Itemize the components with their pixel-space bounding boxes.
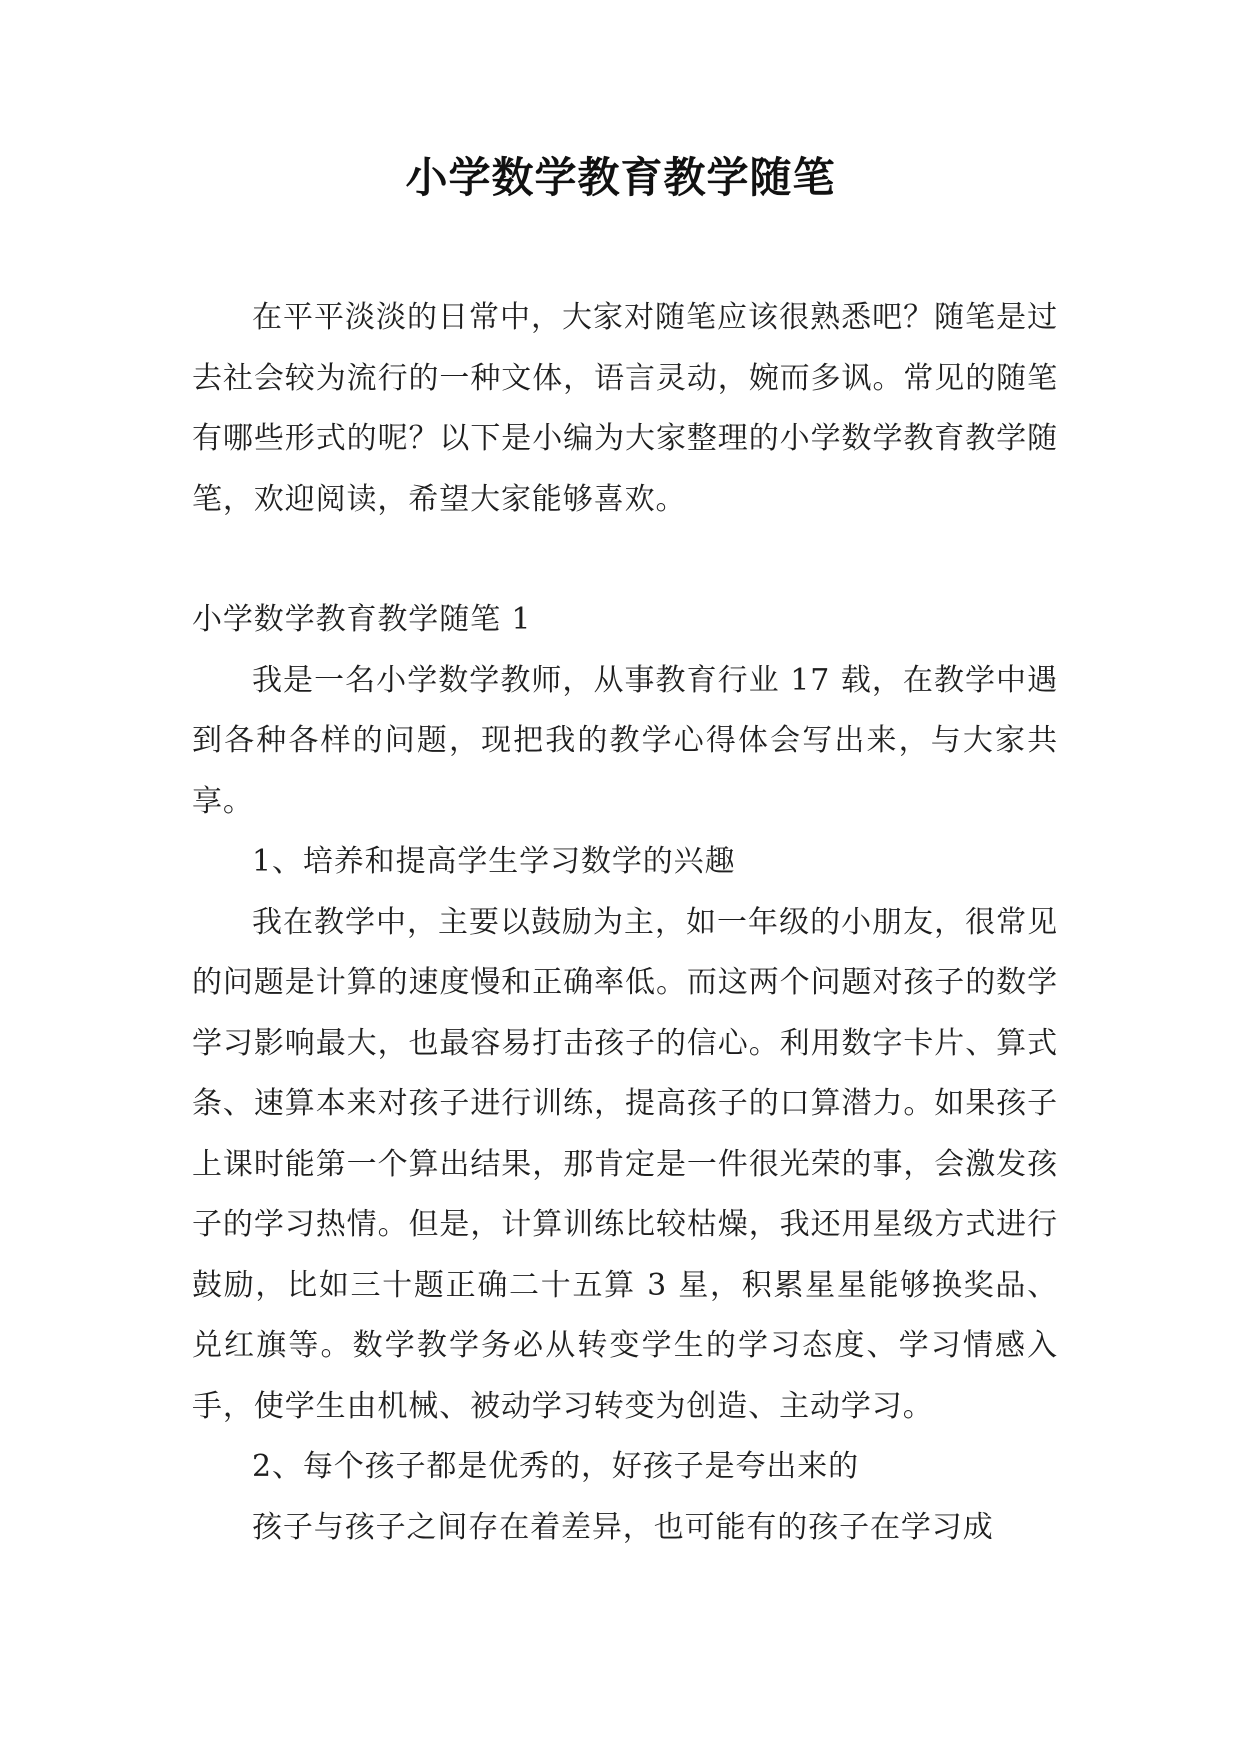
document-title: 小学数学教育教学随笔 bbox=[405, 153, 836, 202]
point-2-title: 2、每个孩子都是优秀的，好孩子是夸出来的 bbox=[252, 1449, 860, 1484]
body-paragraph-3: 孩子与孩子之间存在着差异，也可能有的孩子在学习成 bbox=[252, 1509, 994, 1545]
body-paragraph-1: 我是一名小学数学教师，从事教育行业 17 载，在教学中遇到各种各样的问题，现把我的教学心得体会写出来，与大家共享。 bbox=[192, 662, 1058, 819]
body-paragraph-2: 我在教学中，主要以鼓励为主，如一年级的小朋友，很常见的问题是计算的速度慢和正确率低。而这两个问题对孩子的数学学习影响最大，也最容易打击孩子的信心。利用数字卡片、算式条、速算本来对孩子进行训练，提高孩子的口算潜力。如果孩子上课时能第一个算出结果，那肯定是一件很光荣的事，会激发孩子的学习热情。但是，计算训练比较枯燥，我还用星级方式进行鼓励，比如三十题正确二十五算 3 星，积累星星能够换奖品、兑红旗等。数学教学务必从转变学生的学习态度、学习情感入手，使学生由机械、被动学习转变为创造、主动学习。 bbox=[192, 904, 1058, 1424]
point-1-title: 1、培养和提高学生学习数学的兴趣 bbox=[252, 844, 736, 879]
paragraph-gap bbox=[192, 530, 1058, 590]
document-body bbox=[192, 288, 1058, 1558]
section-heading: 小学数学教育教学随笔 1 bbox=[192, 602, 532, 637]
intro-paragraph: 在平平淡淡的日常中，大家对随笔应该很熟悉吧？随笔是过去社会较为流行的一种文体，语言灵动，婉而多讽。常见的随笔有哪些形式的呢？以下是小编为大家整理的小学数学教育教学随笔，欢迎阅读，希望大家能够喜欢。 bbox=[192, 300, 1058, 517]
